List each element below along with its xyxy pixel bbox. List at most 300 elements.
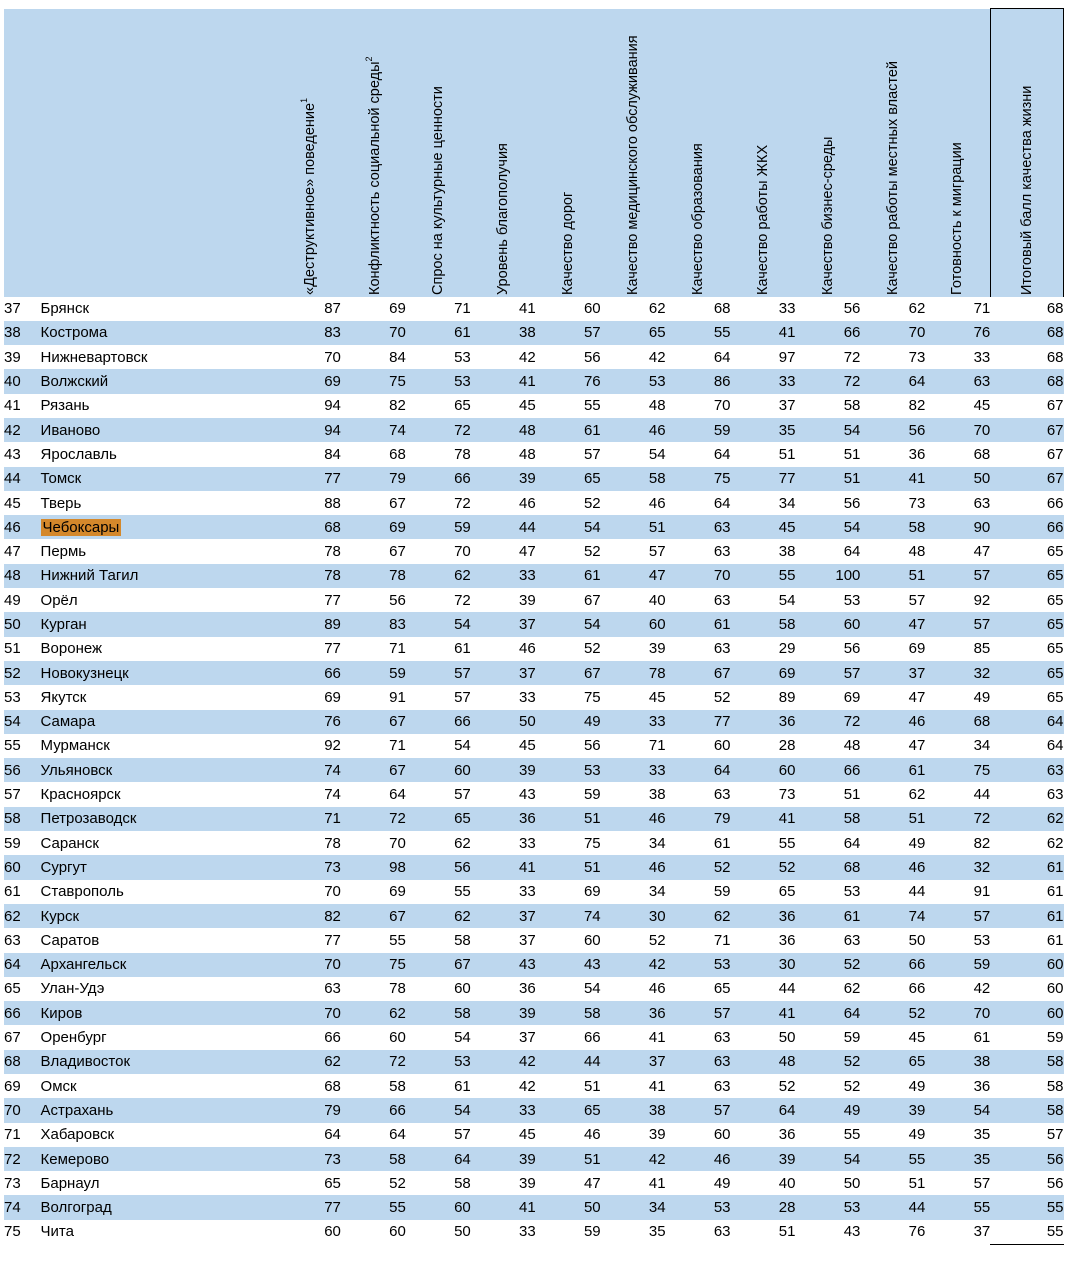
table-row [4, 467, 1064, 491]
cell-metric-2: 72 [341, 1050, 406, 1074]
cell-metric-1: 83 [276, 321, 341, 345]
cell-metric-10: 49 [860, 1074, 925, 1098]
cell-metric-10: 76 [860, 1220, 925, 1244]
cell-metric-8: 69 [731, 661, 796, 685]
city-label: Улан-Удэ [40, 980, 105, 998]
cell-total-score: 60 [990, 1001, 1063, 1025]
cell-total-score: 55 [990, 1195, 1063, 1219]
cell-rank: 42 [4, 418, 41, 442]
table-row [4, 539, 1064, 563]
cell-metric-7: 77 [666, 710, 731, 734]
cell-metric-10: 46 [860, 710, 925, 734]
cell-rank: 61 [4, 880, 41, 904]
table-row [4, 1025, 1064, 1049]
cell-metric-1: 74 [276, 758, 341, 782]
cell-metric-11: 61 [925, 1025, 990, 1049]
cell-total-score: 66 [990, 491, 1063, 515]
cell-metric-8: 48 [731, 1050, 796, 1074]
cell-metric-5: 76 [536, 369, 601, 393]
column-header-c2 [341, 9, 406, 297]
cell-metric-6: 48 [601, 394, 666, 418]
table-row [4, 831, 1064, 855]
cell-metric-2: 70 [341, 831, 406, 855]
cell-metric-7: 49 [666, 1171, 731, 1195]
column-header-c11 [925, 9, 990, 297]
cell-metric-3: 64 [406, 1147, 471, 1171]
cell-metric-10: 62 [860, 782, 925, 806]
cell-metric-10: 45 [860, 1025, 925, 1049]
cell-metric-2: 60 [341, 1220, 406, 1244]
city-label: Якутск [40, 688, 87, 706]
cell-metric-7: 70 [666, 394, 731, 418]
cell-metric-6: 35 [601, 1220, 666, 1244]
cell-metric-11: 37 [925, 1220, 990, 1244]
column-header-label: Качество работы ЖКХ [754, 144, 771, 295]
cell-city [41, 1025, 276, 1049]
cell-metric-8: 39 [731, 1147, 796, 1171]
cell-metric-9: 55 [795, 1123, 860, 1147]
cell-metric-5: 53 [536, 758, 601, 782]
cell-rank: 69 [4, 1074, 41, 1098]
cell-metric-5: 75 [536, 685, 601, 709]
cell-metric-10: 36 [860, 442, 925, 466]
cell-metric-2: 55 [341, 1195, 406, 1219]
cell-city [41, 1001, 276, 1025]
cell-rank: 49 [4, 588, 41, 612]
cell-metric-8: 44 [731, 977, 796, 1001]
cell-metric-10: 50 [860, 928, 925, 952]
cell-metric-4: 43 [471, 953, 536, 977]
cell-total-score: 56 [990, 1171, 1063, 1195]
cell-metric-6: 58 [601, 467, 666, 491]
city-label: Томск [40, 470, 82, 488]
cell-metric-3: 65 [406, 394, 471, 418]
cell-metric-10: 62 [860, 297, 925, 321]
city-quality-of-life-table [4, 8, 1064, 1245]
cell-metric-1: 78 [276, 831, 341, 855]
cell-total-score: 67 [990, 467, 1063, 491]
cell-rank: 46 [4, 515, 41, 539]
cell-metric-11: 42 [925, 977, 990, 1001]
cell-metric-1: 70 [276, 953, 341, 977]
cell-rank: 60 [4, 855, 41, 879]
cell-metric-9: 64 [795, 1001, 860, 1025]
cell-metric-8: 51 [731, 1220, 796, 1244]
cell-metric-4: 37 [471, 612, 536, 636]
cell-metric-6: 46 [601, 418, 666, 442]
cell-total-score: 64 [990, 710, 1063, 734]
cell-metric-6: 34 [601, 880, 666, 904]
cell-total-score: 61 [990, 928, 1063, 952]
cell-city [41, 539, 276, 563]
cell-city [41, 491, 276, 515]
cell-metric-5: 54 [536, 515, 601, 539]
cell-metric-10: 51 [860, 564, 925, 588]
table-row [4, 710, 1064, 734]
cell-metric-8: 38 [731, 539, 796, 563]
table-body [4, 297, 1064, 1245]
cell-metric-7: 63 [666, 1025, 731, 1049]
cell-metric-7: 63 [666, 637, 731, 661]
cell-metric-11: 34 [925, 734, 990, 758]
cell-rank: 44 [4, 467, 41, 491]
cell-metric-3: 62 [406, 564, 471, 588]
cell-metric-1: 89 [276, 612, 341, 636]
cell-metric-9: 69 [795, 685, 860, 709]
cell-metric-6: 65 [601, 321, 666, 345]
cell-city [41, 418, 276, 442]
cell-metric-6: 42 [601, 953, 666, 977]
cell-metric-11: 57 [925, 1171, 990, 1195]
cell-metric-9: 63 [795, 928, 860, 952]
cell-metric-8: 33 [731, 369, 796, 393]
cell-rank: 37 [4, 297, 41, 321]
cell-city [41, 369, 276, 393]
city-label: Пермь [40, 543, 87, 561]
cell-metric-7: 59 [666, 418, 731, 442]
footnote-marker: 2 [363, 55, 374, 61]
cell-total-score: 65 [990, 539, 1063, 563]
cell-metric-10: 66 [860, 953, 925, 977]
cell-rank: 55 [4, 734, 41, 758]
cell-city [41, 734, 276, 758]
cell-metric-5: 66 [536, 1025, 601, 1049]
cell-metric-8: 37 [731, 394, 796, 418]
column-header-c8 [731, 9, 796, 297]
cell-metric-5: 74 [536, 904, 601, 928]
cell-metric-10: 47 [860, 612, 925, 636]
cell-metric-10: 41 [860, 467, 925, 491]
cell-metric-5: 58 [536, 1001, 601, 1025]
cell-metric-8: 29 [731, 637, 796, 661]
cell-metric-8: 28 [731, 734, 796, 758]
cell-metric-3: 61 [406, 637, 471, 661]
cell-metric-3: 54 [406, 734, 471, 758]
cell-metric-4: 41 [471, 297, 536, 321]
cell-metric-2: 67 [341, 491, 406, 515]
cell-metric-11: 57 [925, 904, 990, 928]
cell-metric-3: 54 [406, 1025, 471, 1049]
cell-metric-2: 75 [341, 953, 406, 977]
cell-metric-8: 35 [731, 418, 796, 442]
cell-metric-8: 50 [731, 1025, 796, 1049]
cell-metric-3: 54 [406, 612, 471, 636]
city-label: Саранск [40, 834, 99, 852]
city-label: Владивосток [40, 1053, 131, 1071]
cell-city [41, 831, 276, 855]
table-row [4, 782, 1064, 806]
cell-metric-11: 32 [925, 855, 990, 879]
cell-metric-2: 56 [341, 588, 406, 612]
cell-metric-6: 46 [601, 807, 666, 831]
cell-city [41, 345, 276, 369]
cell-rank: 43 [4, 442, 41, 466]
column-header-label: Спрос на культурные ценности [430, 85, 447, 295]
cell-metric-7: 53 [666, 953, 731, 977]
city-label: Петрозаводск [40, 810, 137, 828]
cell-metric-5: 47 [536, 1171, 601, 1195]
cell-metric-8: 36 [731, 1123, 796, 1147]
cell-city [41, 1050, 276, 1074]
cell-metric-4: 36 [471, 807, 536, 831]
cell-metric-4: 43 [471, 782, 536, 806]
cell-metric-5: 44 [536, 1050, 601, 1074]
cell-metric-9: 72 [795, 710, 860, 734]
cell-total-score: 56 [990, 1147, 1063, 1171]
cell-metric-6: 39 [601, 637, 666, 661]
cell-metric-1: 77 [276, 588, 341, 612]
cell-rank: 48 [4, 564, 41, 588]
cell-metric-8: 64 [731, 1098, 796, 1122]
cell-metric-4: 39 [471, 588, 536, 612]
cell-metric-3: 58 [406, 928, 471, 952]
column-header-c1 [276, 9, 341, 297]
cell-metric-2: 82 [341, 394, 406, 418]
cell-rank: 57 [4, 782, 41, 806]
cell-metric-8: 51 [731, 442, 796, 466]
footnote-marker: 1 [298, 97, 309, 103]
cell-metric-4: 39 [471, 1171, 536, 1195]
cell-metric-3: 56 [406, 855, 471, 879]
cell-metric-6: 36 [601, 1001, 666, 1025]
cell-city [41, 1195, 276, 1219]
cell-metric-3: 65 [406, 807, 471, 831]
cell-metric-11: 71 [925, 297, 990, 321]
cell-metric-1: 84 [276, 442, 341, 466]
column-header-c3 [406, 9, 471, 297]
cell-metric-3: 71 [406, 297, 471, 321]
cell-total-score: 65 [990, 661, 1063, 685]
cell-metric-3: 67 [406, 953, 471, 977]
city-label: Орёл [40, 591, 78, 609]
cell-city [41, 394, 276, 418]
cell-total-score: 67 [990, 418, 1063, 442]
table-row [4, 661, 1064, 685]
cell-metric-8: 36 [731, 710, 796, 734]
cell-metric-4: 48 [471, 442, 536, 466]
cell-metric-7: 86 [666, 369, 731, 393]
cell-metric-9: 43 [795, 1220, 860, 1244]
cell-metric-8: 89 [731, 685, 796, 709]
cell-metric-5: 51 [536, 855, 601, 879]
table-row [4, 394, 1064, 418]
cell-total-score: 62 [990, 807, 1063, 831]
cell-rank: 64 [4, 953, 41, 977]
cell-metric-11: 55 [925, 1195, 990, 1219]
cell-metric-8: 97 [731, 345, 796, 369]
city-label: Красноярск [40, 786, 121, 804]
cell-metric-10: 55 [860, 1147, 925, 1171]
column-header-c4 [471, 9, 536, 297]
cell-metric-1: 65 [276, 1171, 341, 1195]
table-row [4, 297, 1064, 321]
cell-metric-7: 64 [666, 442, 731, 466]
cell-total-score: 58 [990, 1074, 1063, 1098]
cell-metric-9: 64 [795, 539, 860, 563]
cell-metric-9: 64 [795, 831, 860, 855]
table-header [4, 9, 1064, 297]
cell-metric-1: 69 [276, 369, 341, 393]
cell-metric-6: 42 [601, 345, 666, 369]
cell-metric-8: 41 [731, 321, 796, 345]
city-label: Волжский [40, 373, 109, 391]
cell-metric-2: 75 [341, 369, 406, 393]
table-row [4, 1123, 1064, 1147]
cell-rank: 75 [4, 1220, 41, 1244]
cell-metric-7: 64 [666, 345, 731, 369]
cell-city [41, 685, 276, 709]
cell-metric-3: 50 [406, 1220, 471, 1244]
cell-metric-6: 51 [601, 515, 666, 539]
cell-metric-8: 41 [731, 1001, 796, 1025]
cell-rank: 67 [4, 1025, 41, 1049]
cell-metric-1: 79 [276, 1098, 341, 1122]
cell-metric-2: 59 [341, 661, 406, 685]
cell-metric-7: 71 [666, 928, 731, 952]
cell-metric-2: 91 [341, 685, 406, 709]
table-row [4, 1001, 1064, 1025]
column-header-label: Качество дорог [560, 191, 577, 295]
cell-metric-9: 100 [795, 564, 860, 588]
cell-metric-1: 73 [276, 1147, 341, 1171]
cell-metric-7: 64 [666, 758, 731, 782]
cell-metric-1: 71 [276, 807, 341, 831]
city-label: Нижневартовск [40, 348, 148, 366]
cell-metric-1: 92 [276, 734, 341, 758]
city-label: Новокузнецк [40, 664, 129, 682]
cell-metric-9: 61 [795, 904, 860, 928]
cell-metric-4: 39 [471, 467, 536, 491]
cell-metric-6: 78 [601, 661, 666, 685]
cell-metric-8: 55 [731, 831, 796, 855]
city-label: Курган [40, 616, 87, 633]
cell-city [41, 1147, 276, 1171]
cell-city [41, 1074, 276, 1098]
cell-metric-6: 30 [601, 904, 666, 928]
cell-metric-2: 83 [341, 612, 406, 636]
cell-rank: 47 [4, 539, 41, 563]
column-header-c10 [860, 9, 925, 297]
column-header-c7 [666, 9, 731, 297]
cell-city [41, 612, 276, 636]
cell-metric-5: 67 [536, 588, 601, 612]
cell-rank: 53 [4, 685, 41, 709]
cell-metric-2: 67 [341, 904, 406, 928]
city-label: Нижний Тагил [40, 567, 139, 585]
cell-metric-6: 46 [601, 491, 666, 515]
cell-metric-7: 52 [666, 685, 731, 709]
cell-metric-5: 51 [536, 807, 601, 831]
table-row [4, 345, 1064, 369]
cell-city [41, 928, 276, 952]
cell-city [41, 1171, 276, 1195]
cell-metric-5: 43 [536, 953, 601, 977]
cell-metric-7: 57 [666, 1098, 731, 1122]
cell-metric-5: 52 [536, 491, 601, 515]
cell-city [41, 321, 276, 345]
city-label: Чита [40, 1223, 74, 1241]
cell-metric-8: 45 [731, 515, 796, 539]
table-row [4, 1147, 1064, 1171]
cell-metric-3: 57 [406, 685, 471, 709]
cell-metric-1: 62 [276, 1050, 341, 1074]
cell-metric-6: 39 [601, 1123, 666, 1147]
table-row [4, 1220, 1064, 1244]
city-label: Оренбург [40, 1029, 107, 1047]
cell-metric-11: 76 [925, 321, 990, 345]
cell-rank: 72 [4, 1147, 41, 1171]
cell-total-score: 68 [990, 297, 1063, 321]
cell-metric-1: 68 [276, 515, 341, 539]
cell-total-score: 62 [990, 831, 1063, 855]
city-label: Мурманск [40, 737, 110, 755]
cell-total-score: 61 [990, 904, 1063, 928]
cell-total-score: 68 [990, 369, 1063, 393]
cell-metric-3: 72 [406, 588, 471, 612]
column-header-c6 [601, 9, 666, 297]
city-label: Тверь [40, 494, 82, 512]
cell-metric-5: 51 [536, 1074, 601, 1098]
cell-total-score: 65 [990, 685, 1063, 709]
cell-metric-2: 58 [341, 1074, 406, 1098]
cell-metric-4: 41 [471, 369, 536, 393]
cell-metric-1: 73 [276, 855, 341, 879]
cell-metric-8: 52 [731, 1074, 796, 1098]
cell-metric-6: 52 [601, 928, 666, 952]
cell-metric-10: 65 [860, 1050, 925, 1074]
cell-metric-9: 54 [795, 515, 860, 539]
cell-total-score: 65 [990, 637, 1063, 661]
cell-metric-7: 63 [666, 588, 731, 612]
table-row [4, 564, 1064, 588]
cell-total-score: 60 [990, 953, 1063, 977]
cell-metric-9: 48 [795, 734, 860, 758]
cell-metric-11: 70 [925, 418, 990, 442]
city-label: Волгоград [40, 1199, 112, 1217]
table-row [4, 807, 1064, 831]
cell-metric-7: 65 [666, 977, 731, 1001]
cell-metric-6: 38 [601, 1098, 666, 1122]
cell-metric-7: 63 [666, 1050, 731, 1074]
cell-metric-11: 63 [925, 369, 990, 393]
cell-metric-9: 52 [795, 953, 860, 977]
cell-rank: 73 [4, 1171, 41, 1195]
cell-metric-8: 52 [731, 855, 796, 879]
cell-total-score: 60 [990, 977, 1063, 1001]
cell-metric-4: 33 [471, 1098, 536, 1122]
cell-rank: 71 [4, 1123, 41, 1147]
column-header-label: Качество медицинского обслуживания [625, 34, 641, 295]
cell-metric-9: 50 [795, 1171, 860, 1195]
table-row [4, 758, 1064, 782]
cell-metric-4: 39 [471, 1001, 536, 1025]
cell-metric-5: 54 [536, 612, 601, 636]
cell-metric-3: 58 [406, 1171, 471, 1195]
cell-total-score: 67 [990, 442, 1063, 466]
cell-metric-10: 73 [860, 345, 925, 369]
column-header-c9 [795, 9, 860, 297]
table-row [4, 442, 1064, 466]
cell-metric-6: 34 [601, 1195, 666, 1219]
cell-metric-11: 57 [925, 564, 990, 588]
cell-rank: 51 [4, 637, 41, 661]
cell-metric-10: 66 [860, 977, 925, 1001]
cell-metric-7: 64 [666, 491, 731, 515]
cell-metric-4: 42 [471, 1074, 536, 1098]
cell-metric-8: 58 [731, 612, 796, 636]
cell-rank: 39 [4, 345, 41, 369]
cell-metric-10: 73 [860, 491, 925, 515]
